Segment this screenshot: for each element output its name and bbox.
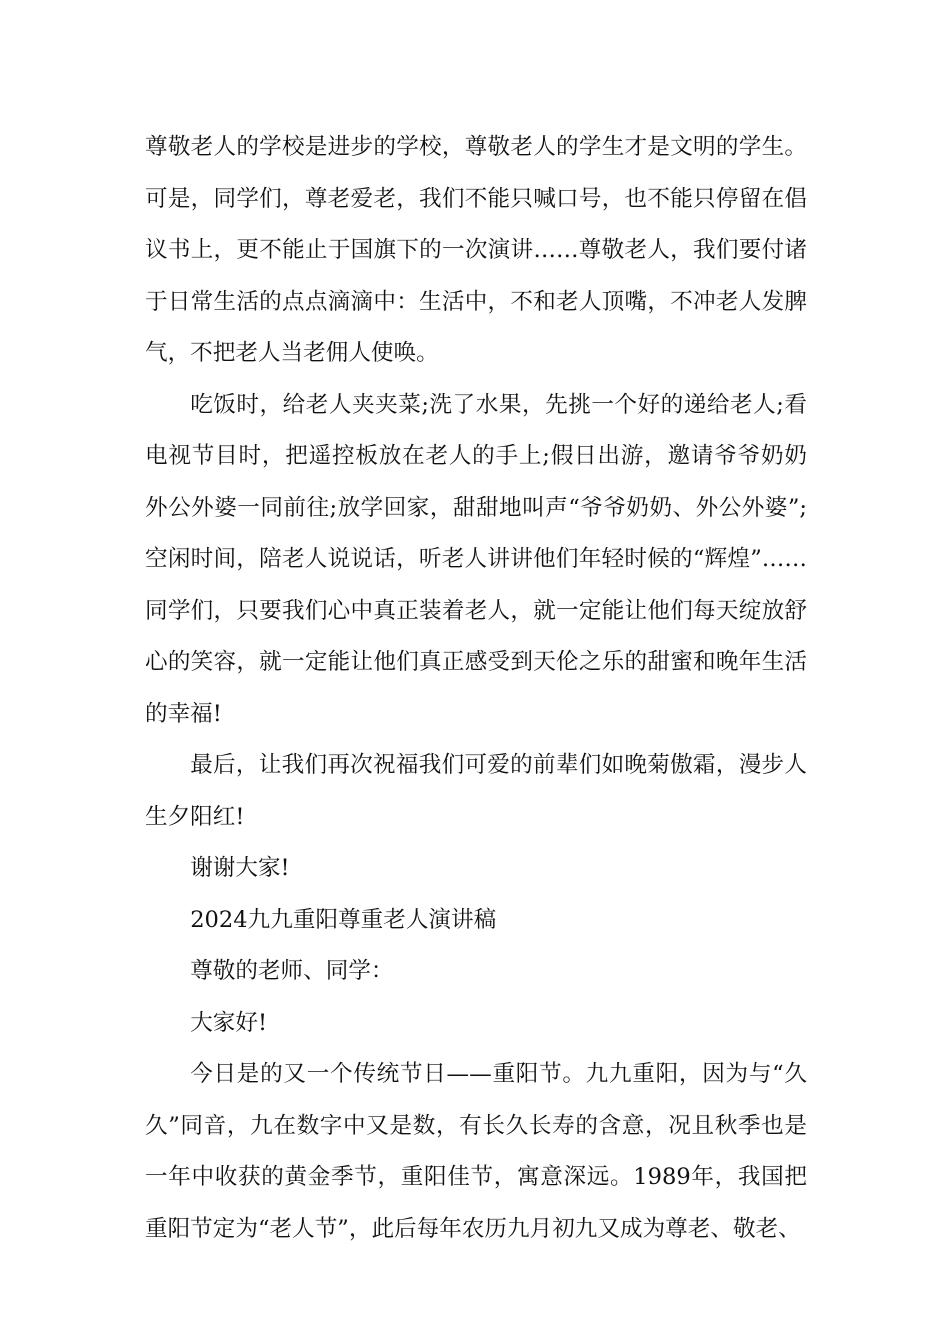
paragraph-4: 谢谢大家! [190, 855, 290, 881]
paragraph-8: 今日是的又一个传统节日——重阳节。九九重阳，因为与“久久”同音，九在数字中又是数，有长久长寿的含意，况且秋季也是一年中收获的黄金季节，重阳佳节，寓意深远。1989年，我国把重阳节定为“老人节”，此后每年农历九月初九又成为尊老、敬老、 [145, 1061, 807, 1242]
paragraph-1: 尊敬老人的学校是进步的学校，尊敬老人的学生才是文明的学生。可是，同学们，尊老爱老，我们不能只喊口号，也不能只停留在倡议书上，更不能止于国旗下的一次演讲……尊敬老人，我们要付诸于日常生活的点点滴滴中：生活中，不和老人顶嘴，不冲老人发脾气，不把老人当老佣人使唤。 [145, 134, 807, 366]
greeting: 大家好! [190, 1009, 268, 1036]
salutation: 尊敬的老师、同学： [190, 958, 394, 984]
document-body [145, 122, 807, 1255]
speech-title: 2024九九重阳尊重老人演讲稿 [190, 906, 497, 933]
paragraph-2: 吃饭时，给老人夹夹菜;洗了水果，先挑一个好的递给老人;看电视节目时，把遥控板放在老人的手上;假日出游，邀请爷爷奶奶外公外婆一同前往;放学回家，甜甜地叫声“爷爷奶奶、外公外婆”;空闲时间，陪老人说说话，听老人讲讲他们年轻时候的“辉煌”……同学们，只要我们心中真正装着老人，就一定能让他们每天绽放舒心的笑容，就一定能让他们真正感受到天伦之乐的甜蜜和晚年生活的幸福! [145, 391, 807, 727]
paragraph-3: 最后，让我们再次祝福我们可爱的前辈们如晚菊傲霜，漫步人生夕阳红! [145, 752, 807, 830]
